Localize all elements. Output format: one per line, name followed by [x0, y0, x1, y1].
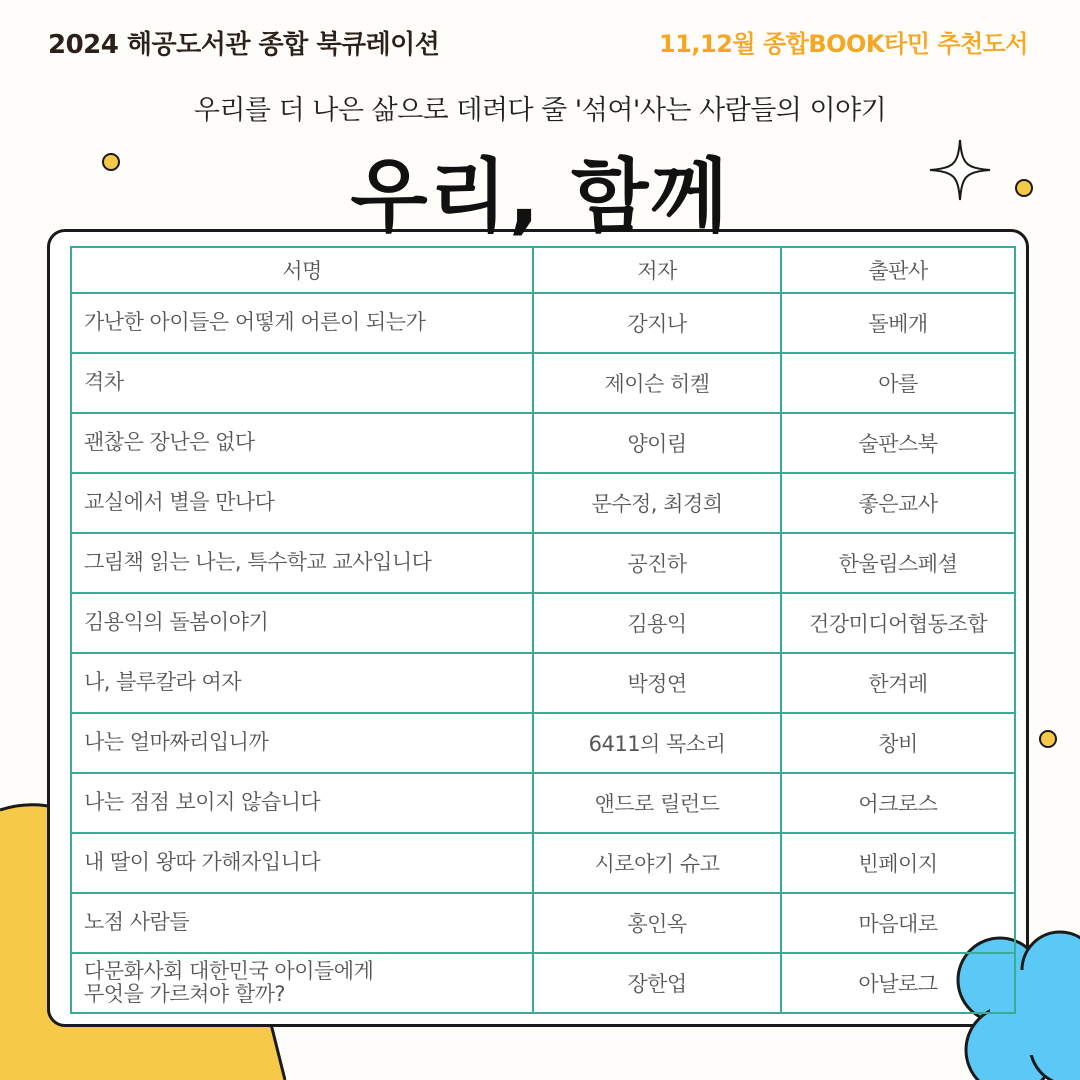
book-author-cell: 김용익	[533, 593, 781, 653]
book-author-cell: 박정연	[533, 653, 781, 713]
book-publisher-cell: 건강미디어협동조합	[781, 593, 1015, 653]
header-publisher: 출판사	[781, 247, 1015, 293]
book-publisher-cell: 아를	[781, 353, 1015, 413]
header-author: 저자	[533, 247, 781, 293]
book-publisher-cell: 빈페이지	[781, 833, 1015, 893]
book-title-cell: 가난한 아이들은 어떻게 어른이 되는가	[71, 293, 533, 353]
table-row	[71, 413, 1015, 473]
book-publisher-cell: 창비	[781, 713, 1015, 773]
table-row	[71, 593, 1015, 653]
library-curation-label: 2024 해공도서관 종합 북큐레이션	[48, 30, 440, 60]
table-row	[71, 293, 1015, 353]
subtitle: 우리를 더 나은 삶으로 데려다 줄 '섞여'사는 사람들의 이야기	[193, 95, 887, 126]
book-title-cell: 내 딸이 왕따 가해자입니다	[71, 833, 533, 893]
yellow-dot-side	[1039, 730, 1057, 748]
book-title-cell: 교실에서 별을 만나다	[71, 473, 533, 533]
table-row	[71, 833, 1015, 893]
table-row	[71, 533, 1015, 593]
book-title-cell: 나는 얼마짜리입니까	[71, 713, 533, 773]
book-publisher-cell: 술판스북	[781, 413, 1015, 473]
book-title-cell: 괜찮은 장난은 없다	[71, 413, 533, 473]
book-author-cell: 앤드로 릴런드	[533, 773, 781, 833]
table-header-row	[71, 247, 1015, 293]
book-title-cell: 나는 점점 보이지 않습니다	[71, 773, 533, 833]
table-row	[71, 353, 1015, 413]
book-publisher-cell: 한울림스페셜	[781, 533, 1015, 593]
book-author-cell: 제이슨 히켈	[533, 353, 781, 413]
book-title-cell: 김용익의 돌봄이야기	[71, 593, 533, 653]
table-row	[71, 473, 1015, 533]
header-title: 서명	[71, 247, 533, 293]
book-publisher-cell: 한겨레	[781, 653, 1015, 713]
book-publisher-cell: 좋은교사	[781, 473, 1015, 533]
table-row	[71, 953, 1015, 1013]
book-list-table-wrapper	[70, 246, 1014, 1014]
book-author-cell: 강지나	[533, 293, 781, 353]
book-list-table	[70, 246, 1016, 1014]
table-row	[71, 713, 1015, 773]
book-author-cell: 장한업	[533, 953, 781, 1013]
book-author-cell: 양이림	[533, 413, 781, 473]
main-title: 우리, 함께	[350, 150, 730, 243]
book-author-cell: 홍인옥	[533, 893, 781, 953]
book-author-cell: 시로야기 슈고	[533, 833, 781, 893]
book-title-cell: 다문화사회 대한민국 아이들에게 무엇을 가르쳐야 할까?	[71, 953, 533, 1013]
book-title-cell: 노점 사람들	[71, 893, 533, 953]
table-row	[71, 893, 1015, 953]
book-author-cell: 문수정, 최경희	[533, 473, 781, 533]
book-author-cell: 6411의 목소리	[533, 713, 781, 773]
recommendation-label: 11,12월 종합BOOK타민 추천도서	[659, 30, 1028, 58]
book-author-cell: 공진하	[533, 533, 781, 593]
table-row	[71, 653, 1015, 713]
book-title-cell: 격차	[71, 353, 533, 413]
book-title-cell: 나, 블루칼라 여자	[71, 653, 533, 713]
book-publisher-cell: 마음대로	[781, 893, 1015, 953]
book-publisher-cell: 아날로그	[781, 953, 1015, 1013]
book-publisher-cell: 어크로스	[781, 773, 1015, 833]
table-row	[71, 773, 1015, 833]
book-title-cell: 그림책 읽는 나는, 특수학교 교사입니다	[71, 533, 533, 593]
book-publisher-cell: 돌베개	[781, 293, 1015, 353]
